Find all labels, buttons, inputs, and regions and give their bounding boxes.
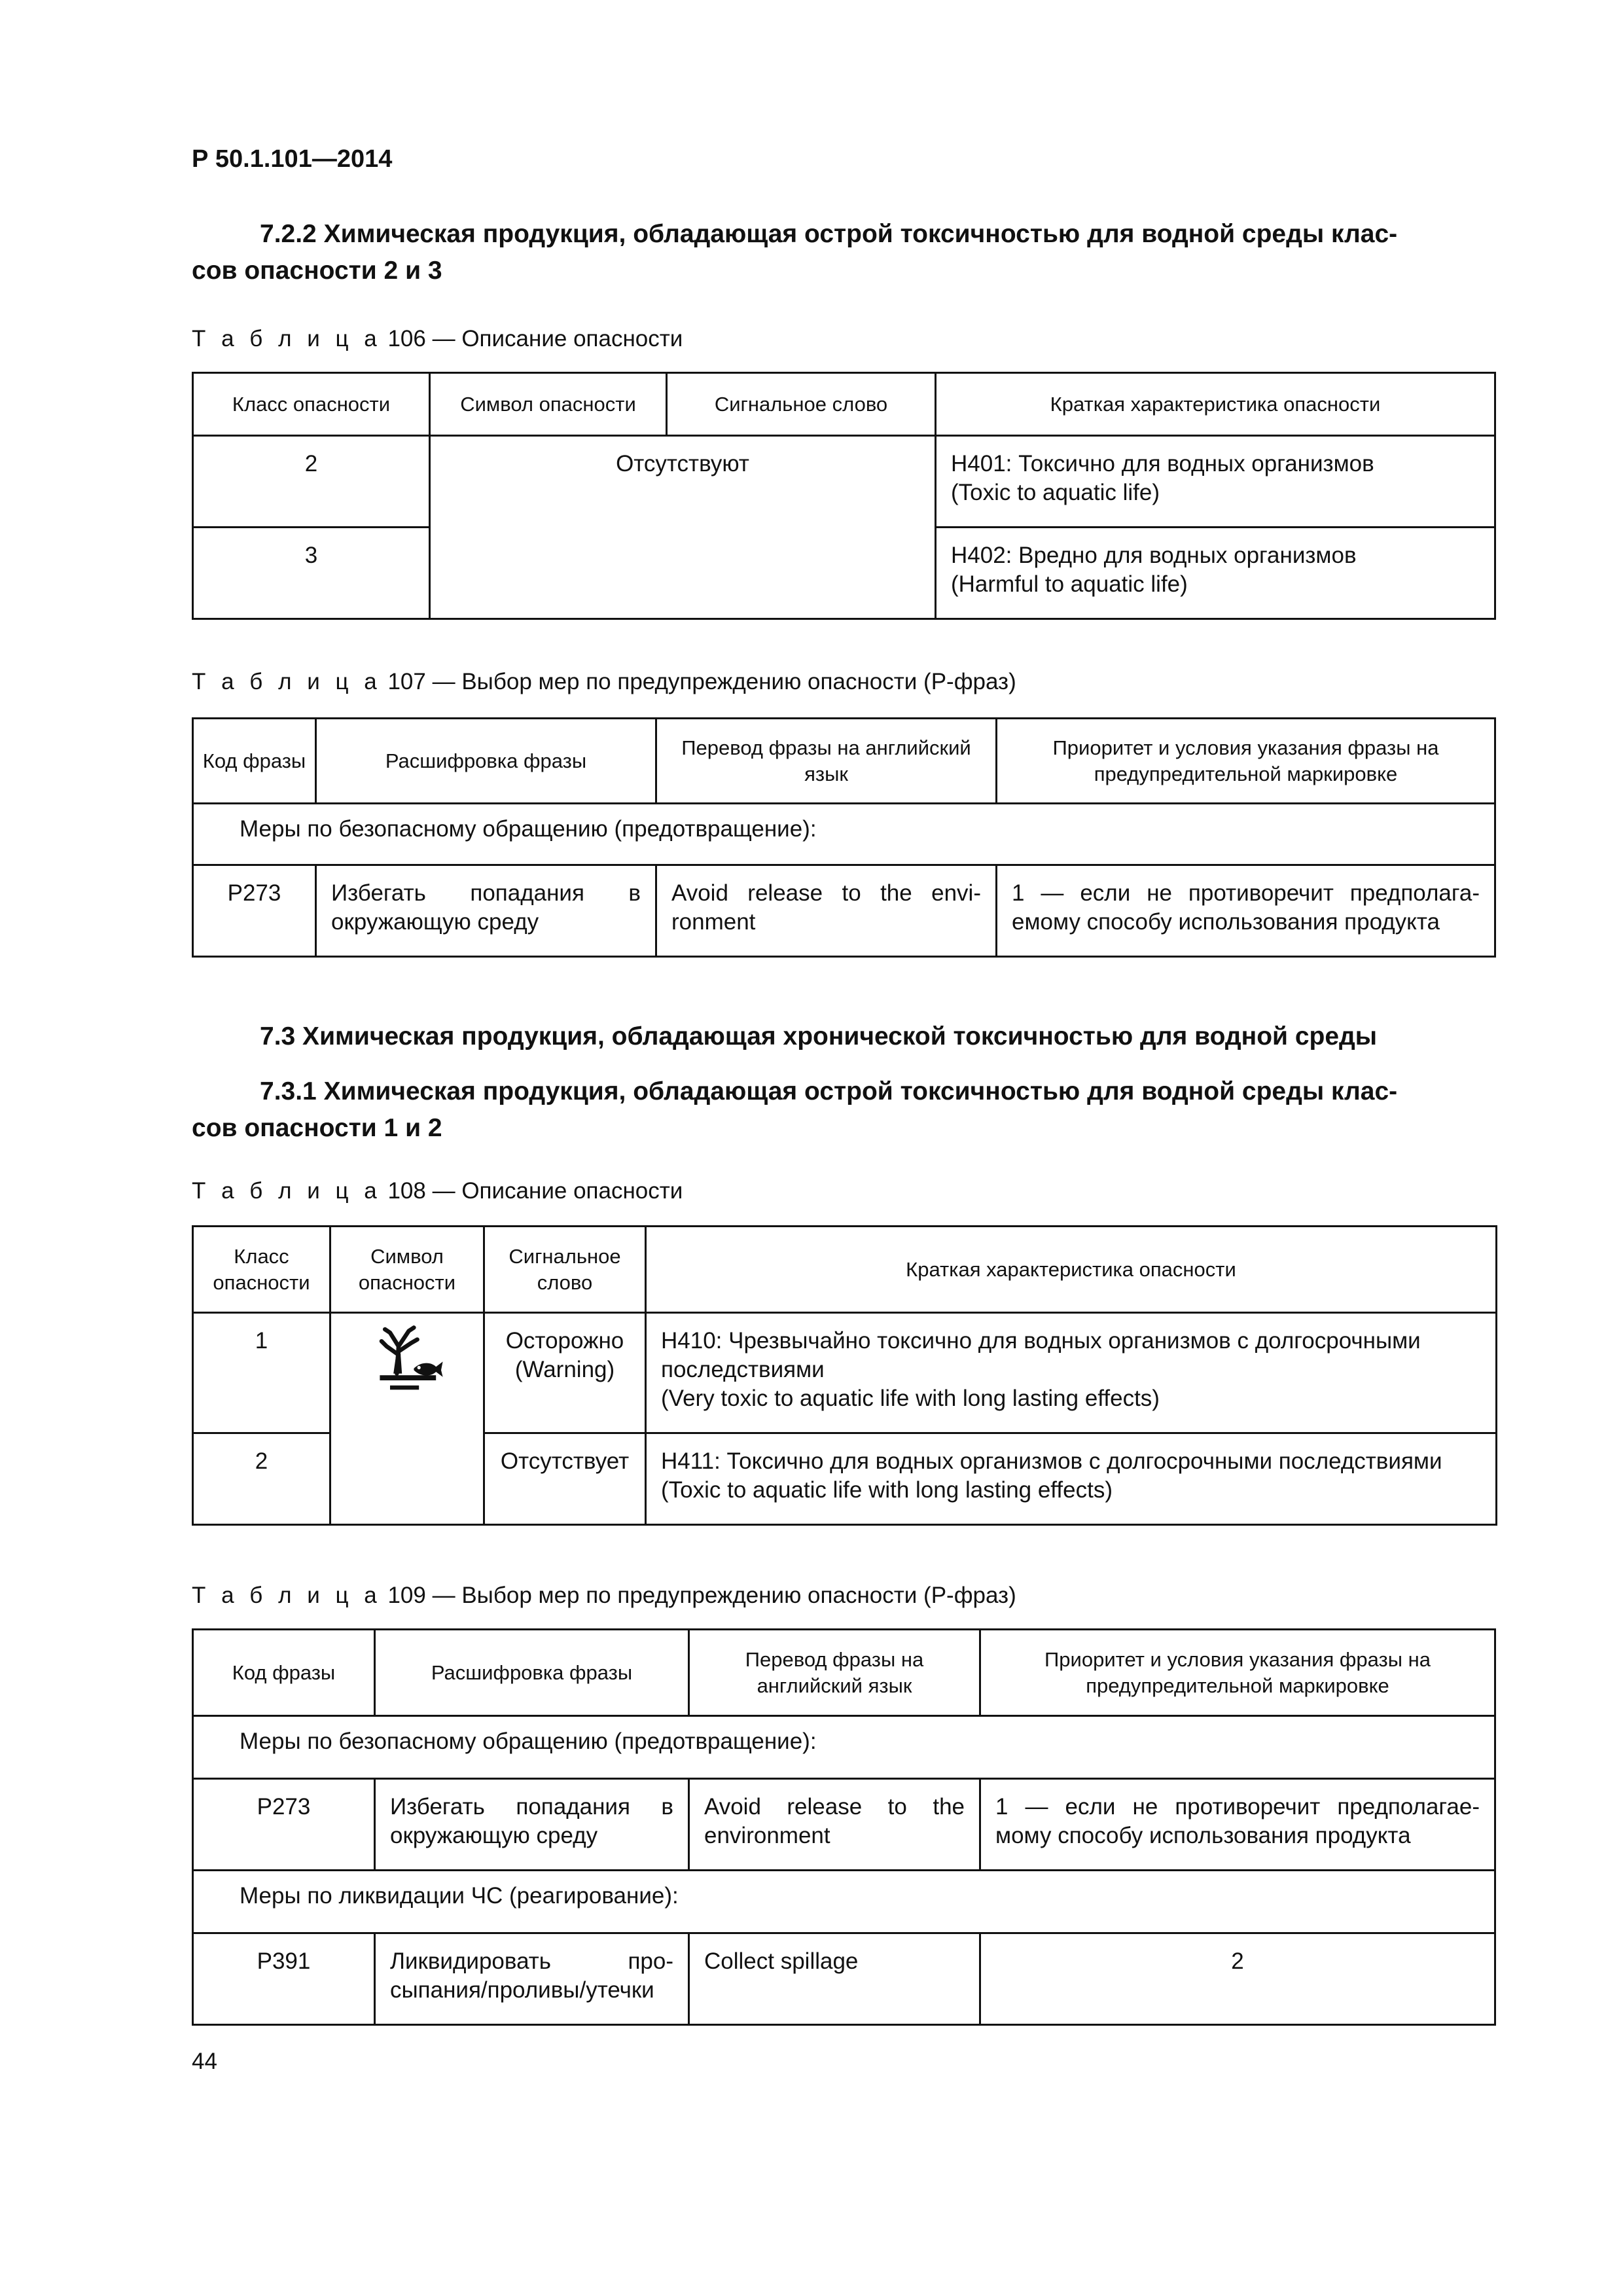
english-cell: Avoid release to the envi-ronment — [656, 865, 997, 957]
table-row — [193, 1313, 1497, 1433]
priority-cell: 2 — [980, 1933, 1495, 2025]
header-cell: Краткая характеристика опасности — [936, 373, 1495, 436]
signal-word-cell: Осторожно (Warning) — [484, 1313, 646, 1433]
caption-text: 106 — Описание опасности — [387, 326, 683, 351]
caption-text: 107 — Выбор мер по предупреждению опасности (Р-фраз) — [387, 669, 1016, 694]
document-code: Р 50.1.101—2014 — [192, 145, 393, 173]
priority-cell: 1 — если не противоречит предполагае-мому способу использования продукта — [980, 1779, 1495, 1871]
header-cell: Класс опасности — [193, 1227, 330, 1313]
heading-line: 7.2.2 Химическая продукция, обладающая острой токсичностью для водной среды клас- — [260, 220, 1398, 248]
description-line: (Very toxic to aquatic life with long lasting effects) — [661, 1386, 1160, 1411]
decode-cell: Ликвидировать про-сыпания/проливы/утечки — [375, 1933, 689, 2025]
table-107-caption — [192, 669, 1016, 695]
table-header-row — [193, 1227, 1497, 1313]
section-label: Меры по безопасному обращению (предотвращение): — [193, 804, 1495, 865]
signal-word-cell: Отсутствует — [484, 1433, 646, 1525]
description-cell — [936, 528, 1495, 619]
header-cell: Расшифровка фразы — [375, 1630, 689, 1716]
section-heading-7-2-2 — [192, 216, 1494, 289]
description-cell — [646, 1433, 1497, 1525]
table-row — [193, 1779, 1495, 1871]
description-line: Н411: Токсично для водных организмов с долгосрочными последствиями — [661, 1448, 1442, 1474]
table-108 — [192, 1225, 1497, 1526]
environment-hazard-icon — [365, 1321, 450, 1406]
table-109 — [192, 1628, 1496, 2026]
header-cell: Символ опасности — [430, 373, 667, 436]
description-line: (Harmful to aquatic life) — [951, 571, 1188, 597]
table-107 — [192, 717, 1496, 958]
code-cell: Р391 — [193, 1933, 375, 2025]
hazard-symbol-cell — [330, 1313, 484, 1525]
section-heading-7-3-1 — [192, 1073, 1494, 1147]
table-row — [193, 1933, 1495, 2025]
header-cell: Расшифровка фразы — [316, 719, 656, 804]
description-cell — [646, 1313, 1497, 1433]
description-cell — [936, 436, 1495, 528]
heading-line: сов опасности 2 и 3 — [192, 257, 442, 285]
header-cell: Код фразы — [193, 1630, 375, 1716]
header-cell: Код фразы — [193, 719, 316, 804]
caption-prefix: Т а б л и ц а — [192, 1178, 382, 1204]
table-section-row — [193, 1871, 1495, 1933]
code-cell: Р273 — [193, 865, 316, 957]
priority-cell: 1 — если не противоречит предполага-емому способу использования продукта — [997, 865, 1495, 957]
header-cell: Сигнальное слово — [667, 373, 936, 436]
section-heading-7-3 — [192, 1018, 1494, 1055]
header-cell: Класс опасности — [193, 373, 430, 436]
page-number: 44 — [192, 2049, 217, 2074]
english-cell: Collect spillage — [689, 1933, 980, 2025]
table-106-caption — [192, 326, 683, 352]
class-cell: 2 — [193, 436, 430, 528]
class-cell: 2 — [193, 1433, 330, 1525]
caption-prefix: Т а б л и ц а — [192, 669, 382, 694]
description-line: Н401: Токсично для водных организмов — [951, 451, 1374, 476]
description-line: (Toxic to aquatic life) — [951, 480, 1160, 505]
table-row — [193, 436, 1495, 528]
heading-text: 7.3 Химическая продукция, обладающая хронической токсичностью для водной среды — [260, 1022, 1378, 1050]
caption-text: 109 — Выбор мер по предупреждению опасности (Р-фраз) — [387, 1583, 1016, 1608]
class-cell: 3 — [193, 528, 430, 619]
caption-text: 108 — Описание опасности — [387, 1178, 683, 1204]
description-line: (Toxic to aquatic life with long lasting effects) — [661, 1477, 1113, 1503]
header-cell: Краткая характеристика опасности — [646, 1227, 1497, 1313]
symbol-signal-cell: Отсутствуют — [430, 436, 936, 619]
header-cell: Приоритет и условия указания фразы на предупредительной маркировке — [997, 719, 1495, 804]
table-section-row — [193, 804, 1495, 865]
header-cell: Приоритет и условия указания фразы на предупредительной маркировке — [980, 1630, 1495, 1716]
heading-line: сов опасности 1 и 2 — [192, 1114, 442, 1142]
table-row — [193, 865, 1495, 957]
section-label: Меры по ликвидации ЧС (реагирование): — [193, 1871, 1495, 1933]
section-label: Меры по безопасному обращению (предотвращение): — [193, 1716, 1495, 1779]
header-cell: Сигнальное слово — [484, 1227, 646, 1313]
description-line: Н410: Чрезвычайно токсично для водных организмов с долгосрочными последствиями — [661, 1328, 1421, 1382]
table-header-row — [193, 373, 1495, 436]
header-cell: Перевод фразы на английский язык — [656, 719, 997, 804]
header-cell: Символ опасности — [330, 1227, 484, 1313]
heading-line: 7.3.1 Химическая продукция, обладающая острой токсичностью для водной среды клас- — [260, 1077, 1398, 1105]
english-cell: Avoid release to the environment — [689, 1779, 980, 1871]
table-header-row — [193, 1630, 1495, 1716]
header-cell: Перевод фразы на английский язык — [689, 1630, 980, 1716]
table-106 — [192, 372, 1496, 620]
caption-prefix: Т а б л и ц а — [192, 326, 382, 351]
caption-prefix: Т а б л и ц а — [192, 1583, 382, 1608]
code-cell: Р273 — [193, 1779, 375, 1871]
description-line: Н402: Вредно для водных организмов — [951, 543, 1357, 568]
table-109-caption — [192, 1583, 1016, 1609]
decode-cell: Избегать попадания в окружающую среду — [316, 865, 656, 957]
table-section-row — [193, 1716, 1495, 1779]
decode-cell: Избегать попадания в окружающую среду — [375, 1779, 689, 1871]
class-cell: 1 — [193, 1313, 330, 1433]
table-header-row — [193, 719, 1495, 804]
table-108-caption — [192, 1178, 683, 1204]
